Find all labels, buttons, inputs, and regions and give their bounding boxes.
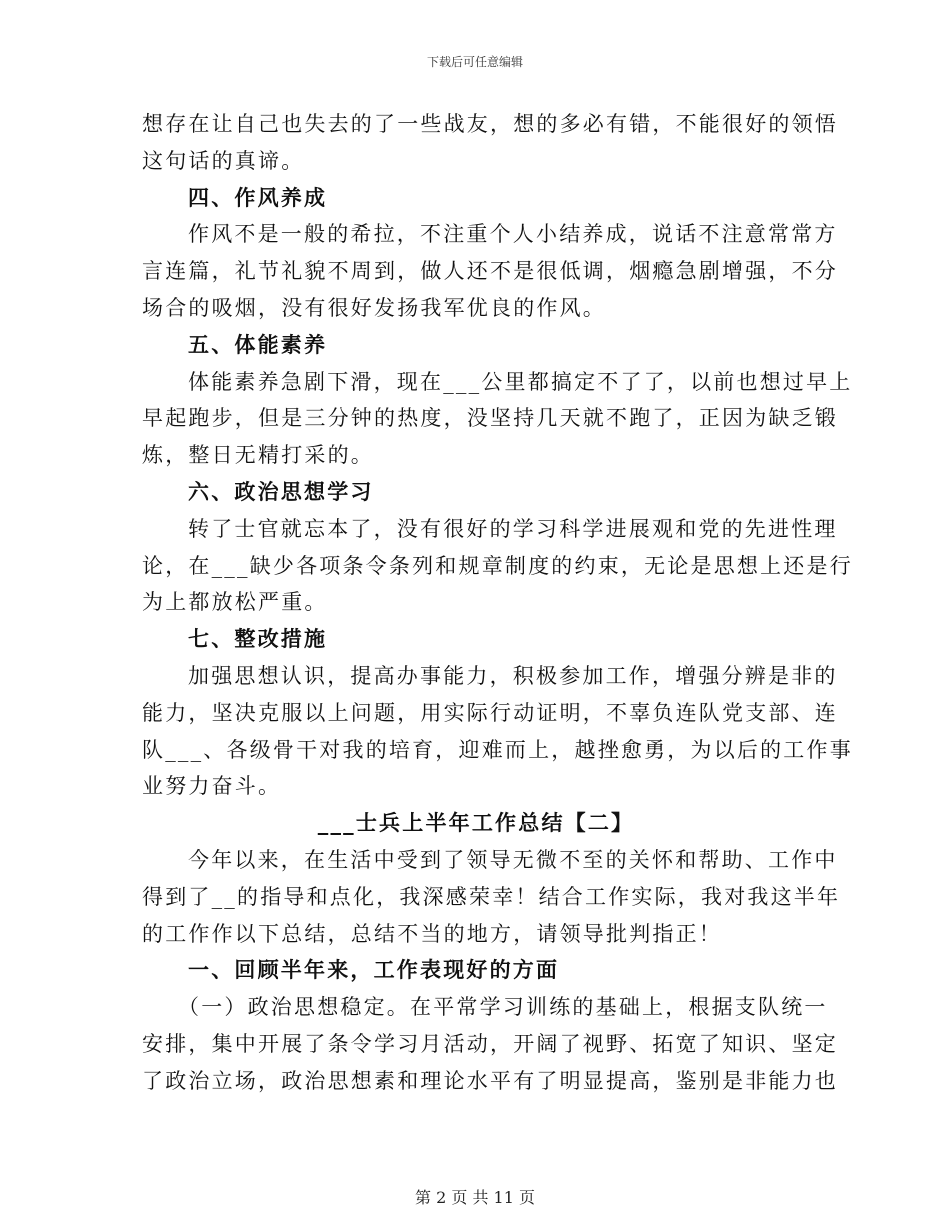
section-heading: 六、政治思想学习 <box>188 478 374 504</box>
paragraph-line: 能力，坚决克服以上问题，用实际行动证明，不辜负连队党支部、连 <box>142 700 838 725</box>
paragraph-line: 场合的吸烟，没有很好发扬我军优良的作风。 <box>142 295 606 320</box>
paragraph-line: 转了士官就忘本了，没有很好的学习科学进展观和党的先进性理 <box>188 516 838 541</box>
paragraph-line: 队___、各级骨干对我的培育，迎难而上，越挫愈勇，为以后的工作事 <box>142 737 853 762</box>
paragraph-line: 为上都放松严重。 <box>142 590 328 615</box>
paragraph-line: 论，在___缺少各项条令条列和规章制度的约束，无论是思想上还是行 <box>142 553 853 578</box>
section-heading: 四、作风养成 <box>188 184 328 210</box>
paragraph-line: 加强思想认识，提高办事能力，积极参加工作，增强分辨是非的 <box>188 663 838 688</box>
paragraph-line: 这句话的真谛。 <box>142 148 305 173</box>
paragraph-line: 想存在让自己也失去的了一些战友，想的多必有错，不能很好的领悟 <box>142 112 838 136</box>
page-header: 下载后可任意编辑 <box>426 55 523 69</box>
paragraph-line: （一）政治思想稳定。在平常学习训练的基础上，根据支队统一 <box>178 995 828 1020</box>
paragraph-line: 体能素养急剧下滑，现在___公里都搞定不了了，以前也想过早上 <box>188 369 853 394</box>
paragraph-line: 安排，集中开展了条令学习月活动，开阔了视野、拓宽了知识、坚定 <box>142 1031 838 1056</box>
paragraph-line: 炼，整日无精打采的。 <box>142 443 374 468</box>
paragraph-line: 业努力奋斗。 <box>142 774 282 799</box>
paragraph-line: 了政治立场，政治思想素和理论水平有了明显提高，鉴别是非能力也 <box>142 1068 838 1093</box>
paragraph-line: 作风不是一般的希拉，不注重个人小结养成，说话不注意常常方 <box>188 222 838 247</box>
section-heading: 五、体能素养 <box>188 331 328 357</box>
paragraph-line: 今年以来，在生活中受到了领导无微不至的关怀和帮助、工作中 <box>188 847 838 872</box>
paragraph-line: 得到了__的指导和点化，我深感荣幸！结合工作实际，我对我这半年 <box>142 884 841 909</box>
paragraph-line: 言连篇，礼节礼貌不周到，做人还不是很低调，烟瘾急剧增强，不分 <box>142 259 838 284</box>
section-heading: 七、整改措施 <box>188 626 328 652</box>
document-body <box>142 106 853 1100</box>
paragraph-line: 早起跑步，但是三分钟的热度，没坚持几天就不跑了，正因为缺乏锻 <box>142 406 838 431</box>
page-number: 第 2 页 共 11 页 <box>415 1188 535 1207</box>
paragraph-line: 的工作作以下总结，总结不当的地方，请领导批判指正！ <box>142 921 722 946</box>
document-title: ___士兵上半年工作总结【二】 <box>317 810 635 836</box>
section-heading: 一、回顾半年来，工作表现好的方面 <box>188 957 560 983</box>
